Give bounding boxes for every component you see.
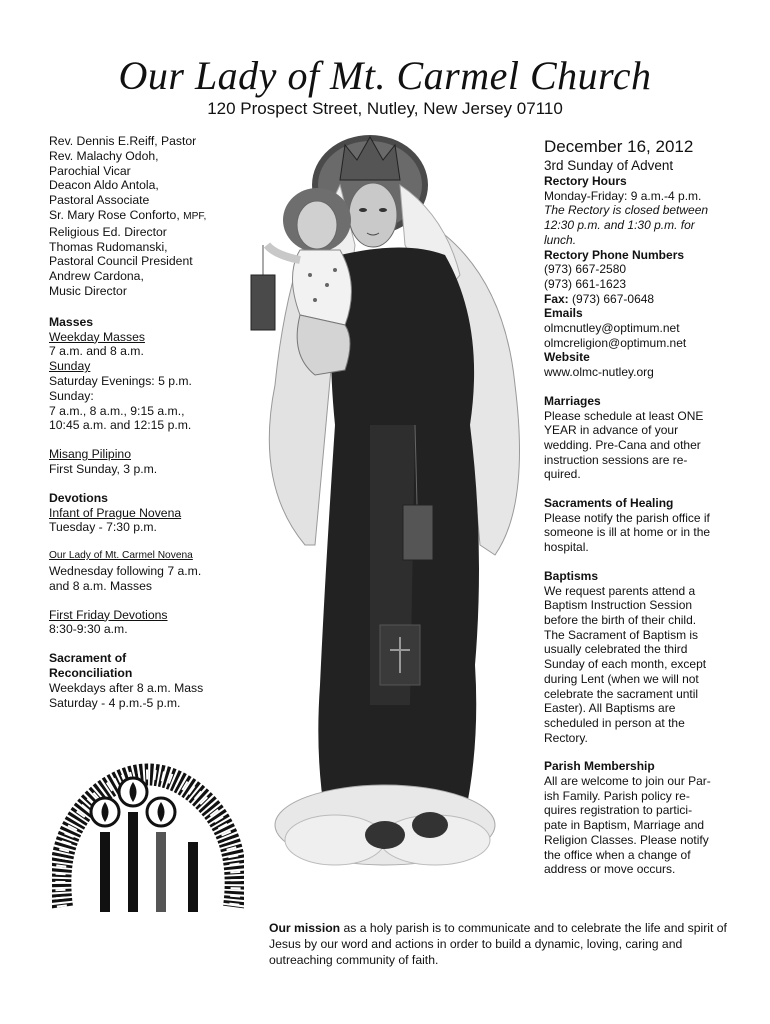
prague-novena-time: Tuesday - 7:30 p.m. xyxy=(49,520,157,535)
reconciliation-heading: Reconciliation xyxy=(49,665,133,680)
sunday-times: 7 a.m., 8 a.m., 9:15 a.m., xyxy=(49,403,185,418)
baptisms-text: Sunday of each month, except xyxy=(544,657,707,672)
marriages-text: YEAR in advance of your xyxy=(544,423,679,438)
baptisms-text: before the birth of their child. xyxy=(544,612,697,627)
healing-text: someone is ill at home or in the xyxy=(544,525,711,540)
mission-text: as a holy parish is to communicate and to celebrate the life and spirit of Jesus by our word and actions in order to build a dynamic, loving, caring and outreaching community of faith. xyxy=(269,921,727,967)
first-friday-label: First Friday Devotions xyxy=(49,607,168,622)
saturday-evening: Saturday Evenings: 5 p.m. xyxy=(49,373,192,388)
staff-name: Sr. Mary Rose Conforto, xyxy=(49,207,180,222)
marriages-text: wedding. Pre-Cana and other xyxy=(544,437,701,452)
membership-text: address or move occurs. xyxy=(544,862,676,877)
carmel-novena-time: and 8 a.m. Masses xyxy=(49,578,152,593)
marriages-heading: Marriages xyxy=(544,393,601,408)
phone-number: (973) 661-1623 xyxy=(544,276,627,291)
carmel-novena-time: Wednesday following 7 a.m. xyxy=(49,563,202,578)
baptisms-text: We request parents attend a xyxy=(544,583,696,598)
website-link[interactable]: www.olmc-nutley.org xyxy=(544,365,654,380)
baptisms-text: Rectory. xyxy=(544,730,588,745)
staff-line: Pastoral Associate xyxy=(49,193,150,208)
rectory-closed-note: 12:30 p.m. and 1:30 p.m. for xyxy=(544,218,695,233)
right-column xyxy=(544,136,734,877)
phone-heading: Rectory Phone Numbers xyxy=(544,247,685,262)
rectory-closed-note: The Rectory is closed between xyxy=(544,203,709,218)
staff-line: Thomas Rudomanski, xyxy=(49,239,168,254)
fax-number: (973) 667-0648 xyxy=(572,291,655,306)
phone-number: (973) 667-2580 xyxy=(544,262,627,277)
membership-text: quires registration to partici- xyxy=(544,803,693,818)
mission-label: Our mission xyxy=(269,921,341,935)
staff-line: Music Director xyxy=(49,283,127,298)
church-address: 120 Prospect Street, Nutley, New Jersey 07110 xyxy=(207,99,563,118)
baptisms-text: scheduled in person at the xyxy=(544,715,685,730)
sunday-label: Sunday xyxy=(49,359,91,374)
membership-text: All are welcome to join our Par- xyxy=(544,774,711,789)
rectory-hours-heading: Rectory Hours xyxy=(544,174,627,188)
baptisms-text: during Lent (when we will not xyxy=(544,671,699,686)
baptisms-heading: Baptisms xyxy=(544,568,599,583)
fax-label: Fax: xyxy=(544,291,569,306)
misang-label: Misang Pilipino xyxy=(49,447,131,462)
misang-time: First Sunday, 3 p.m. xyxy=(49,461,158,476)
rectory-closed-note: lunch. xyxy=(544,232,577,247)
baptisms-text: usually celebrated the third xyxy=(544,642,688,657)
staff-line: Pastoral Council President xyxy=(49,254,193,269)
staff-line: Rev. Dennis E.Reiff, Pastor xyxy=(49,134,197,148)
weekday-masses-times: 7 a.m. and 8 a.m. xyxy=(49,344,144,359)
staff-line: Andrew Cardona, xyxy=(49,269,144,284)
membership-heading: Parish Membership xyxy=(544,759,655,774)
sunday-colon: Sunday: xyxy=(49,388,94,403)
masses-heading: Masses xyxy=(49,314,94,329)
rectory-hours: Monday-Friday: 9 a.m.-4 p.m. xyxy=(544,188,702,203)
emails-heading: Emails xyxy=(544,306,583,321)
liturgical-occasion: 3rd Sunday of Advent xyxy=(544,158,674,173)
staff-line: Rev. Malachy Odoh, xyxy=(49,148,159,163)
baptisms-text: Baptism Instruction Session xyxy=(544,598,693,613)
membership-text: ish Family. Parish policy re- xyxy=(544,788,690,803)
fax-line xyxy=(544,292,734,307)
devotions-heading: Devotions xyxy=(49,490,108,505)
baptisms-text: The Sacrament of Baptism is xyxy=(544,627,699,642)
staff-suffix: MPF, xyxy=(183,210,207,222)
baptisms-text: celebrate the sacrament until xyxy=(544,686,699,701)
marriages-text: instruction sessions are re- xyxy=(544,452,688,467)
weekday-masses-label: Weekday Masses xyxy=(49,329,145,344)
staff-line: Religious Ed. Director xyxy=(49,224,167,239)
sunday-times: 10:45 a.m. and 12:15 p.m. xyxy=(49,418,192,433)
marriages-text: quired. xyxy=(544,467,581,482)
marriages-text: Please schedule at least ONE xyxy=(544,408,704,423)
prague-novena-label: Infant of Prague Novena xyxy=(49,505,182,520)
carmel-novena-label: Our Lady of Mt. Carmel Novena xyxy=(49,550,193,562)
website-heading: Website xyxy=(544,350,590,365)
staff-line: Parochial Vicar xyxy=(49,163,131,178)
baptisms-text: Easter). All Baptisms are xyxy=(544,701,676,716)
reconciliation-time: Saturday - 4 p.m.-5 p.m. xyxy=(49,695,181,710)
membership-text: Religion Classes. Please notify xyxy=(544,832,709,847)
email-link[interactable]: olmcreligion@optimum.net xyxy=(544,335,687,350)
healing-text: Please notify the parish office if xyxy=(544,510,710,525)
mission-statement xyxy=(269,920,729,968)
reconciliation-time: Weekdays after 8 a.m. Mass xyxy=(49,680,204,695)
statue-image xyxy=(245,125,535,905)
membership-text: pate in Baptism, Marriage and xyxy=(544,818,705,833)
advent-wreath-icon xyxy=(52,752,244,912)
membership-text: the office when a change of xyxy=(544,847,691,862)
church-title: Our Lady of Mt. Carmel Church xyxy=(118,53,652,98)
staff-line: Deacon Aldo Antola, xyxy=(49,178,159,193)
first-friday-time: 8:30-9:30 a.m. xyxy=(49,622,128,637)
healing-heading: Sacraments of Healing xyxy=(544,496,674,511)
bulletin-date: December 16, 2012 xyxy=(544,137,694,156)
reconciliation-heading: Sacrament of xyxy=(49,651,127,666)
healing-text: hospital. xyxy=(544,540,589,555)
email-link[interactable]: olmcnutley@optimum.net xyxy=(544,321,680,336)
